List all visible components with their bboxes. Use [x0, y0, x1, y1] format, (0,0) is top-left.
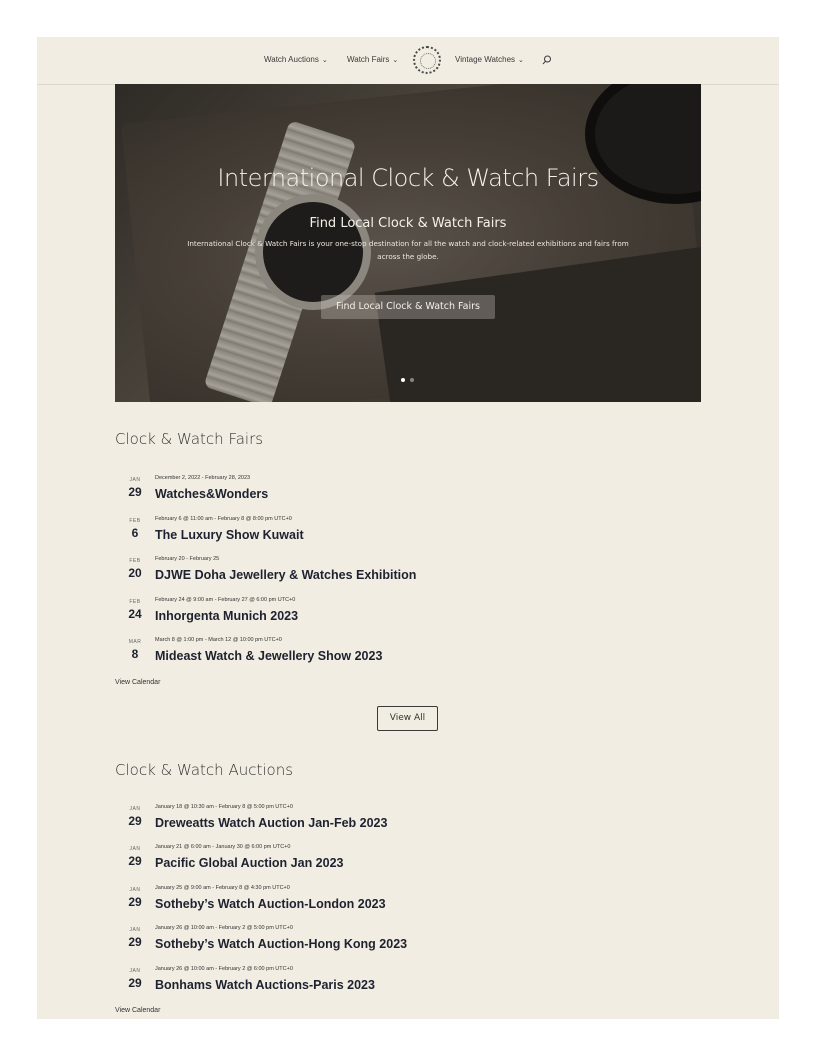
event-title-link[interactable]: Sotheby’s Watch Auction-London 2023 [155, 897, 386, 911]
event-dates: December 2, 2022 - February 28, 2023 [155, 475, 251, 481]
event-title-link[interactable]: Dreweatts Watch Auction Jan-Feb 2023 [155, 816, 388, 830]
event-month: MAR [128, 639, 142, 645]
event-title-link[interactable]: Inhorgenta Munich 2023 [155, 609, 299, 623]
event-dates: March 8 @ 1:00 pm - March 12 @ 10:00 pm UTC+0 [155, 637, 282, 643]
event-dates: January 21 @ 6:00 am - January 30 @ 6:00 pm UTC+0 [155, 844, 291, 850]
nav-vintage-watches[interactable] [455, 55, 524, 64]
event-day: 29 [128, 854, 142, 868]
event-item[interactable] [115, 556, 615, 592]
event-month: FEB [129, 599, 141, 605]
event-dates: January 18 @ 10:30 am - February 8 @ 5:00 pm UTC+0 [155, 804, 293, 810]
nav-label: Watch Fairs [347, 55, 390, 64]
page [37, 37, 779, 1019]
event-day: 6 [131, 526, 139, 540]
chevron-down-icon: ⌄ [321, 57, 328, 64]
event-day: 29 [128, 976, 142, 990]
event-item[interactable] [115, 475, 615, 511]
event-month: JAN [129, 477, 141, 483]
hero-description: International Clock & Watch Fairs is your one-stop destination for all the watch and clock-related exhibitions and fairs from across the globe. [187, 239, 629, 261]
event-item[interactable] [115, 925, 615, 961]
event-month: JAN [129, 968, 141, 974]
event-title-link[interactable]: The Luxury Show Kuwait [155, 528, 304, 542]
event-title-link[interactable]: Watches&Wonders [155, 487, 269, 501]
event-day: 8 [131, 647, 139, 661]
find-fairs-button[interactable]: Find Local Clock & Watch Fairs [321, 295, 495, 319]
event-item[interactable] [115, 844, 615, 880]
slider-dot-active[interactable] [401, 378, 405, 382]
view-all-button[interactable]: View All [377, 706, 438, 731]
event-dates: February 20 - February 25 [155, 556, 220, 562]
event-title-link[interactable]: Mideast Watch & Jewellery Show 2023 [155, 649, 383, 663]
event-title-link[interactable]: Pacific Global Auction Jan 2023 [155, 856, 344, 870]
event-day: 29 [128, 814, 142, 828]
fairs-view-calendar-link[interactable]: View Calendar [115, 679, 161, 686]
event-item[interactable] [115, 597, 615, 633]
auctions-view-calendar-link[interactable]: View Calendar [115, 1007, 161, 1014]
nav-label: Watch Auctions [264, 55, 319, 64]
hero-slider [115, 84, 701, 402]
event-dates: January 25 @ 9:00 am - February 8 @ 4:30 pm UTC+0 [155, 885, 290, 891]
event-month: JAN [129, 887, 141, 893]
event-month: JAN [129, 846, 141, 852]
search-icon[interactable] [542, 55, 552, 65]
event-title-link[interactable]: DJWE Doha Jewellery & Watches Exhibition [155, 568, 417, 582]
event-month: FEB [129, 518, 141, 524]
chevron-down-icon: ⌄ [392, 57, 399, 64]
logo-inner-ring [420, 53, 436, 69]
event-item[interactable] [115, 966, 615, 1002]
event-day: 29 [128, 485, 142, 499]
event-month: JAN [129, 806, 141, 812]
event-item[interactable] [115, 804, 615, 840]
nav-label: Vintage Watches [455, 55, 516, 64]
nav-watch-auctions[interactable] [264, 55, 328, 64]
auctions-section-title: Clock & Watch Auctions [115, 761, 294, 779]
event-day: 29 [128, 895, 142, 909]
site-logo[interactable] [413, 46, 441, 74]
hero-subtitle: Find Local Clock & Watch Fairs [309, 216, 507, 231]
event-month: JAN [129, 927, 141, 933]
event-dates: January 26 @ 10:00 am - February 2 @ 6:00 pm UTC+0 [155, 966, 293, 972]
hero-title: International Clock & Watch Fairs [217, 164, 599, 192]
slider-dot[interactable] [410, 378, 414, 382]
event-dates: February 24 @ 9:00 am - February 27 @ 6:00 pm UTC+0 [155, 597, 296, 603]
event-item[interactable] [115, 637, 615, 673]
top-navigation [37, 37, 779, 85]
event-title-link[interactable]: Bonhams Watch Auctions-Paris 2023 [155, 978, 375, 992]
event-title-link[interactable]: Sotheby’s Watch Auction-Hong Kong 2023 [155, 937, 408, 951]
event-month: FEB [129, 558, 141, 564]
fairs-section-title: Clock & Watch Fairs [115, 430, 264, 448]
event-item[interactable] [115, 885, 615, 921]
event-dates: February 6 @ 11:00 am - February 8 @ 8:00 pm UTC+0 [155, 516, 292, 522]
event-day: 29 [128, 935, 142, 949]
nav-watch-fairs[interactable] [347, 55, 398, 64]
event-day: 24 [128, 607, 142, 621]
event-dates: January 26 @ 10:00 am - February 2 @ 5:00 pm UTC+0 [155, 925, 293, 931]
event-day: 20 [128, 566, 142, 580]
chevron-down-icon: ⌄ [518, 57, 524, 64]
event-item[interactable] [115, 516, 615, 552]
